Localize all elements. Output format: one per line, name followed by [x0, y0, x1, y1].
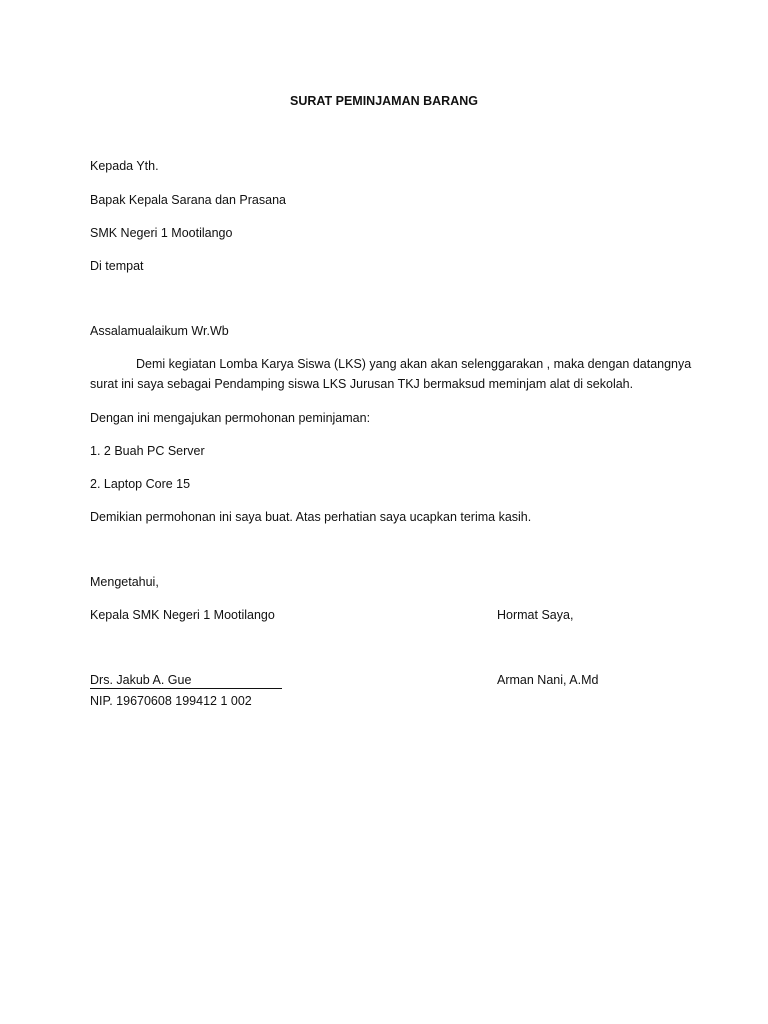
recipient-line-1: Kepada Yth.: [90, 159, 159, 173]
left-signatory-nip: NIP. 19670608 199412 1 002: [90, 694, 252, 708]
item-2: 2. Laptop Core 15: [90, 477, 191, 491]
right-signatory-name: Arman Nani, A.Md: [497, 673, 599, 687]
letter-title: SURAT PEMINJAMAN BARANG: [290, 94, 478, 108]
paragraph-2: Dengan ini mengajukan permohonan peminjaman:: [90, 411, 371, 425]
left-signatory-name: Drs. Jakub A. Gue: [90, 673, 192, 687]
acknowledged-label: Mengetahui,: [90, 575, 159, 589]
right-signatory-role: Hormat Saya,: [497, 608, 574, 622]
left-signatory-role: Kepala SMK Negeri 1 Mootilango: [90, 608, 275, 622]
paragraph-1-line-2: surat ini saya sebagai Pendamping siswa LKS Jurusan TKJ bermaksud meminjam alat di sekolah.: [90, 377, 634, 391]
greeting: Assalamualaikum Wr.Wb: [90, 324, 229, 338]
closing-sentence: Demikian permohonan ini saya buat. Atas perhatian saya ucapkan terima kasih.: [90, 510, 532, 524]
paragraph-1-line-1: Demi kegiatan Lomba Karya Siswa (LKS) yang akan akan selenggarakan , maka dengan datangnya: [136, 357, 692, 371]
recipient-line-3: SMK Negeri 1 Mootilango: [90, 226, 233, 240]
recipient-line-2: Bapak Kepala Sarana dan Prasana: [90, 193, 286, 207]
recipient-line-4: Di tempat: [90, 259, 144, 273]
signature-underline: [90, 688, 282, 689]
item-1: 1. 2 Buah PC Server: [90, 444, 205, 458]
